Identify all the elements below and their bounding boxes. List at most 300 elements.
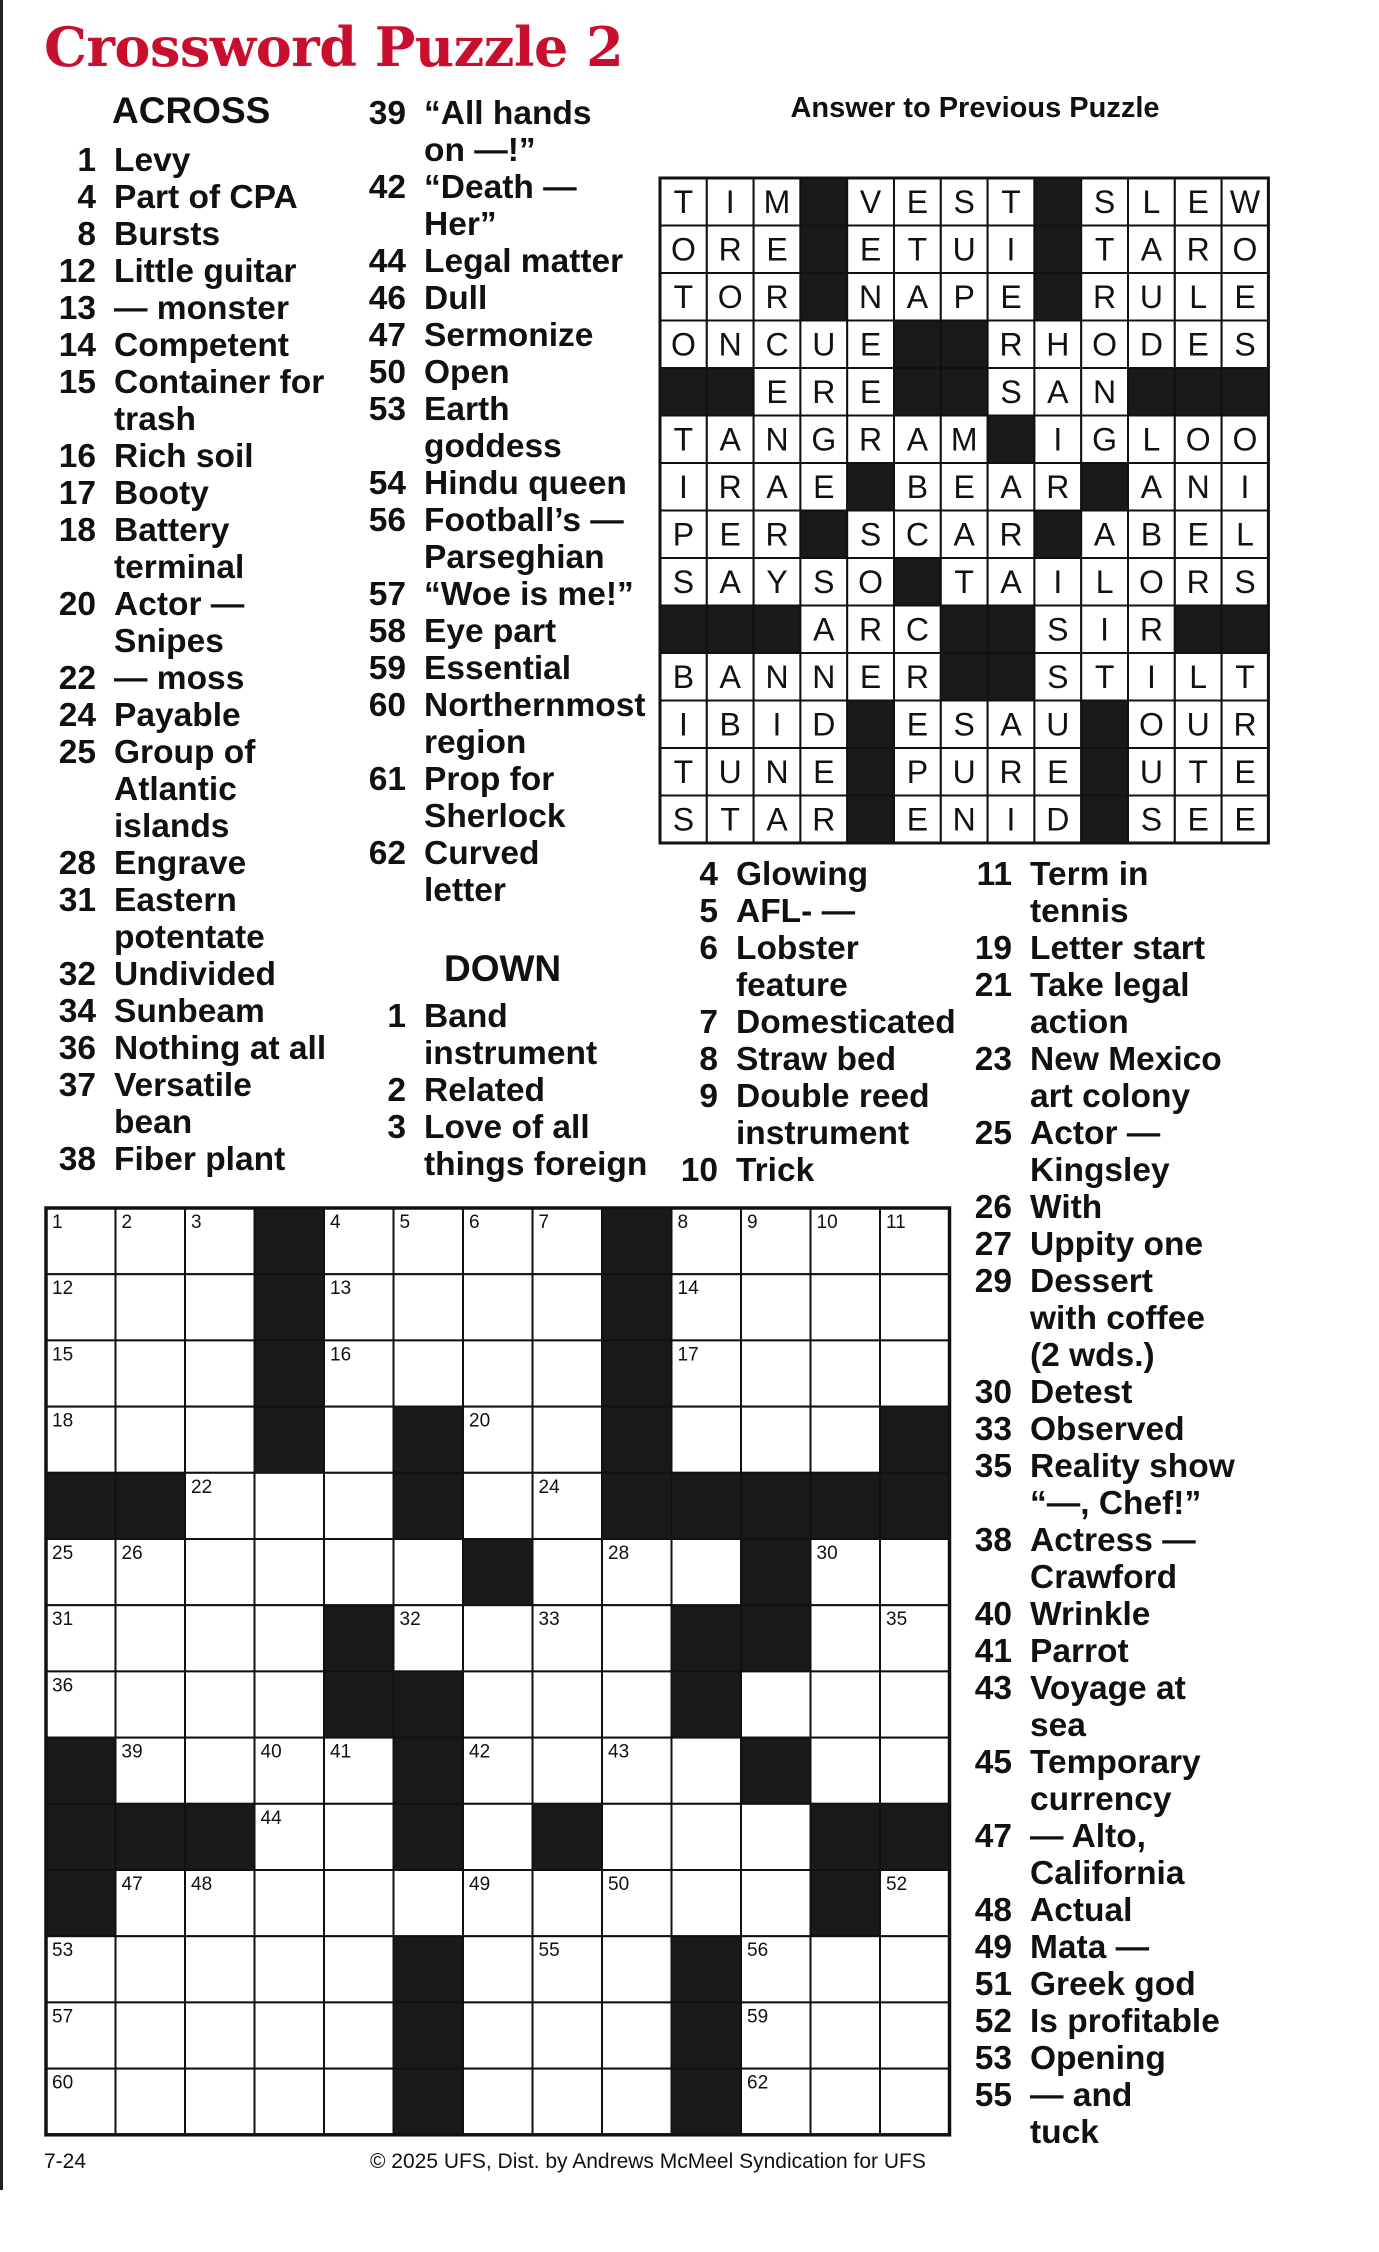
clue-item <box>356 95 656 169</box>
cell-number: 35 <box>886 1609 908 1631</box>
clue-text: Actor — <box>114 586 245 623</box>
clue-item <box>356 280 656 317</box>
answer-letter: U <box>718 753 742 790</box>
clue-number: 23 <box>974 1041 1012 1078</box>
clue-number: 1 <box>77 142 96 179</box>
clue-text: Competent <box>114 327 289 364</box>
answer-black-square <box>894 558 941 606</box>
answer-letter: R <box>1093 278 1117 315</box>
answer-letter: T <box>720 801 740 838</box>
cell-number: 11 <box>886 1212 906 1233</box>
answer-letter: E <box>859 658 882 695</box>
clue-text: With <box>1030 1189 1103 1226</box>
clue-item <box>962 967 1262 1041</box>
clue-item <box>356 243 656 280</box>
clue-item <box>356 354 656 391</box>
answer-letter: N <box>859 278 883 315</box>
clue-number: 3 <box>387 1109 406 1146</box>
clue-number: 41 <box>974 1633 1012 1670</box>
grid-cell[interactable] <box>880 1340 950 1406</box>
grid-cell[interactable] <box>672 1539 742 1605</box>
grid-cell[interactable] <box>880 2069 950 2135</box>
clue-text: — and <box>1030 2077 1133 2114</box>
answer-letter: E <box>906 706 929 743</box>
answer-letter: R <box>999 516 1023 553</box>
clue-text: things foreign <box>424 1146 648 1183</box>
grid-cell[interactable] <box>185 1340 255 1406</box>
grid-cell[interactable] <box>324 1407 394 1473</box>
grid-cell[interactable] <box>741 1274 811 1340</box>
black-square <box>880 1804 950 1870</box>
clue-number: 42 <box>368 169 406 206</box>
grid-cell[interactable] <box>672 1804 742 1870</box>
clue-item <box>356 465 656 502</box>
grid-cell[interactable] <box>185 2002 255 2068</box>
grid-cell[interactable] <box>811 1340 881 1406</box>
grid-cell[interactable] <box>324 1804 394 1870</box>
grid-cell[interactable] <box>463 1671 533 1737</box>
answer-letter: B <box>672 658 695 695</box>
answer-letter: O <box>1232 231 1258 268</box>
clue-number: 16 <box>58 438 96 475</box>
grid-cell[interactable] <box>324 1936 394 2002</box>
answer-black-square <box>1034 226 1081 274</box>
cell-number: 3 <box>191 1212 202 1233</box>
grid-cell[interactable] <box>116 1936 186 2002</box>
clue-item <box>46 734 346 845</box>
black-square <box>602 1208 672 1274</box>
clue-text: Eye part <box>424 613 557 650</box>
clue-item <box>668 1004 968 1041</box>
answer-letter: M <box>950 421 978 458</box>
answer-black-square <box>847 796 894 844</box>
grid-cell[interactable] <box>255 1473 325 1539</box>
clue-number: 31 <box>58 882 96 919</box>
black-square <box>394 1671 464 1737</box>
answer-letter: E <box>1000 278 1022 315</box>
grid-cell[interactable] <box>602 1804 672 1870</box>
cell-number: 20 <box>469 1410 491 1432</box>
clue-text: Hindu queen <box>424 465 627 502</box>
grid-cell[interactable] <box>533 2002 603 2068</box>
clue-number: 49 <box>974 1929 1012 1966</box>
clue-item <box>356 687 656 761</box>
clue-item <box>46 364 346 438</box>
clue-text: Parrot <box>1030 1633 1129 1670</box>
answer-letter: R <box>718 468 742 505</box>
clue-text: Observed <box>1030 1411 1185 1448</box>
clue-item <box>962 1115 1262 1189</box>
clue-number: 47 <box>368 317 406 354</box>
grid-cell[interactable] <box>255 1605 325 1671</box>
clue-text: Parseghian <box>424 539 605 576</box>
answer-black-square <box>894 321 941 369</box>
answer-letter: N <box>765 421 789 458</box>
clue-text: Love of all <box>424 1109 590 1146</box>
grid-cell[interactable] <box>394 1870 464 1936</box>
grid-cell[interactable] <box>324 1473 394 1539</box>
clue-text: Open <box>424 354 510 391</box>
black-square <box>811 1473 881 1539</box>
grid-cell[interactable] <box>185 1671 255 1737</box>
answer-letter: A <box>766 468 788 505</box>
grid-cell[interactable] <box>602 2002 672 2068</box>
answer-letter: O <box>858 563 884 600</box>
grid-cell[interactable] <box>255 1539 325 1605</box>
clue-number: 21 <box>974 967 1012 1004</box>
cell-number: 30 <box>816 1543 838 1564</box>
cell-number: 62 <box>747 2072 769 2094</box>
clue-text: goddess <box>424 428 562 465</box>
grid-cell[interactable] <box>116 1407 186 1473</box>
clue-text: Football’s — <box>424 502 624 539</box>
grid-cell[interactable] <box>463 2002 533 2068</box>
grid-cell[interactable] <box>255 2069 325 2135</box>
grid-cell[interactable] <box>811 1274 881 1340</box>
grid-cell[interactable] <box>116 1274 186 1340</box>
cell-number: 9 <box>747 1212 758 1233</box>
answer-letter: E <box>859 326 882 363</box>
grid-cell[interactable] <box>185 1936 255 2002</box>
grid-cell[interactable] <box>185 1539 255 1605</box>
grid-cell[interactable] <box>255 2002 325 2068</box>
clue-text: region <box>424 724 527 761</box>
clue-item <box>962 1744 1262 1818</box>
cell-number: 42 <box>469 1741 491 1763</box>
clue-item <box>46 327 346 364</box>
grid-cell[interactable] <box>880 2002 950 2068</box>
grid-cell[interactable] <box>533 1340 603 1406</box>
answer-letter: T <box>907 231 928 268</box>
grid-cell[interactable] <box>811 1671 881 1737</box>
grid-cell[interactable] <box>811 1738 881 1804</box>
answer-black-square <box>1128 368 1175 416</box>
answer-black-square <box>660 368 707 416</box>
clue-number: 34 <box>58 993 96 1030</box>
black-square <box>255 1274 325 1340</box>
answer-letter: S <box>953 706 975 743</box>
clue-text: Her” <box>424 206 497 243</box>
answer-black-square <box>847 701 894 749</box>
answer-letter: S <box>1047 658 1069 695</box>
clue-item <box>668 893 968 930</box>
answer-letter: T <box>673 421 694 458</box>
grid-cell[interactable] <box>533 1407 603 1473</box>
answer-letter: R <box>765 516 789 553</box>
clue-text: Undivided <box>114 956 276 993</box>
grid-cell[interactable] <box>672 1738 742 1804</box>
clue-text: Wrinkle <box>1030 1596 1151 1633</box>
grid-cell[interactable] <box>394 1539 464 1605</box>
answer-letter: U <box>1186 706 1210 743</box>
grid-cell[interactable] <box>185 1605 255 1671</box>
black-square <box>46 1870 116 1936</box>
grid-cell[interactable] <box>741 1804 811 1870</box>
answer-black-square <box>1081 796 1128 844</box>
clue-number: 38 <box>58 1141 96 1178</box>
clue-number: 4 <box>77 179 96 216</box>
left-margin-rule <box>0 0 3 2190</box>
clue-text: Northernmost <box>424 687 646 724</box>
cell-number: 59 <box>747 2006 769 2028</box>
black-square <box>116 1804 186 1870</box>
grid-cell[interactable] <box>533 1870 603 1936</box>
clue-item <box>962 1411 1262 1448</box>
answer-letter: E <box>1187 801 1209 838</box>
answer-black-square <box>1034 178 1081 226</box>
clue-text: AFL- — <box>736 893 856 930</box>
grid-cell[interactable] <box>533 1671 603 1737</box>
answer-letter: N <box>812 658 836 695</box>
clue-text: Actual <box>1030 1892 1133 1929</box>
clue-number: 1 <box>387 998 406 1035</box>
clue-text: Term in <box>1030 856 1149 893</box>
cell-number: 60 <box>52 2072 74 2094</box>
grid-cell[interactable] <box>116 1671 186 1737</box>
grid-cell[interactable] <box>255 1870 325 1936</box>
clue-text: with coffee <box>1030 1300 1205 1337</box>
grid-cell[interactable] <box>880 1936 950 2002</box>
clue-number: 11 <box>976 856 1012 893</box>
cell-number: 57 <box>52 2006 74 2028</box>
grid-cell[interactable] <box>463 1340 533 1406</box>
clue-number: 37 <box>58 1067 96 1104</box>
grid-cell[interactable] <box>741 1671 811 1737</box>
grid-cell[interactable] <box>185 1274 255 1340</box>
clue-number: 58 <box>368 613 406 650</box>
answer-letter: E <box>719 516 741 553</box>
down-clues-column-2 <box>668 856 968 1189</box>
black-square <box>602 1340 672 1406</box>
grid-cell[interactable] <box>672 1407 742 1473</box>
answer-black-square <box>660 606 707 654</box>
grid-cell[interactable] <box>255 1671 325 1737</box>
answer-letter: R <box>812 373 836 410</box>
grid-cell[interactable] <box>185 1407 255 1473</box>
crossword-grid[interactable] <box>44 1206 964 2144</box>
clue-text: Trick <box>736 1152 815 1189</box>
clue-item <box>46 845 346 882</box>
answer-letter: S <box>1047 611 1069 648</box>
answer-letter: O <box>670 326 696 363</box>
grid-cell[interactable] <box>463 1473 533 1539</box>
grid-cell[interactable] <box>116 1340 186 1406</box>
grid-cell[interactable] <box>324 2002 394 2068</box>
answer-letter: R <box>1139 611 1163 648</box>
clue-number: 44 <box>368 243 406 280</box>
cell-number: 41 <box>330 1741 352 1763</box>
clue-text: Actress — <box>1030 1522 1196 1559</box>
clue-item <box>46 660 346 697</box>
clue-text: instrument <box>424 1035 598 1072</box>
cell-number: 32 <box>399 1609 421 1631</box>
answer-letter: L <box>1142 421 1161 458</box>
answer-black-square <box>1081 701 1128 749</box>
clue-item <box>356 761 656 835</box>
clue-text: Crawford <box>1030 1559 1178 1596</box>
clue-text: Engrave <box>114 845 247 882</box>
answer-letter: O <box>1138 563 1164 600</box>
cell-number: 14 <box>677 1278 699 1300</box>
grid-cell[interactable] <box>185 2069 255 2135</box>
grid-cell[interactable] <box>463 1274 533 1340</box>
clue-number: 55 <box>974 2077 1012 2114</box>
grid-cell[interactable] <box>533 1738 603 1804</box>
grid-cell[interactable] <box>811 1605 881 1671</box>
grid-cell[interactable] <box>741 1870 811 1936</box>
clue-text: Uppity one <box>1030 1226 1204 1263</box>
clue-text: Battery <box>114 512 230 549</box>
clue-text: trash <box>114 401 196 438</box>
clue-text: Rich soil <box>114 438 254 475</box>
clue-number: 29 <box>974 1263 1012 1300</box>
cell-number: 39 <box>121 1741 143 1763</box>
grid-cell[interactable] <box>880 1671 950 1737</box>
cell-number: 48 <box>191 1874 213 1895</box>
grid-cell[interactable] <box>463 1804 533 1870</box>
cell-number: 28 <box>608 1543 630 1564</box>
clue-number: 13 <box>58 290 96 327</box>
grid-cell[interactable] <box>116 1605 186 1671</box>
clue-number: 28 <box>58 845 96 882</box>
answer-letter: U <box>1046 706 1070 743</box>
grid-cell[interactable] <box>602 1936 672 2002</box>
clue-text: tennis <box>1030 893 1129 930</box>
clue-number: 50 <box>368 354 406 391</box>
answer-black-square <box>941 606 988 654</box>
cell-number: 18 <box>52 1410 74 1432</box>
grid-cell[interactable] <box>741 1407 811 1473</box>
clue-text: Letter start <box>1030 930 1205 967</box>
cell-number: 8 <box>677 1212 689 1233</box>
clue-item <box>356 391 656 465</box>
clue-item <box>356 576 656 613</box>
answer-black-square <box>847 463 894 511</box>
answer-letter: A <box>953 516 975 553</box>
grid-cell[interactable] <box>672 1870 742 1936</box>
answer-letter: E <box>1187 183 1209 220</box>
grid-cell[interactable] <box>463 1936 533 2002</box>
answer-letter: E <box>906 183 929 220</box>
answer-letter: S <box>859 516 882 553</box>
grid-cell[interactable] <box>394 1340 464 1406</box>
answer-letter: N <box>1093 373 1117 410</box>
grid-cell[interactable] <box>741 1340 811 1406</box>
answer-letter: C <box>905 516 929 553</box>
clue-item <box>962 1374 1262 1411</box>
answer-letter: E <box>1047 753 1069 790</box>
grid-cell[interactable] <box>463 1605 533 1671</box>
cell-number: 15 <box>52 1344 74 1366</box>
grid-cell[interactable] <box>116 2002 186 2068</box>
answer-letter: I <box>1006 801 1016 838</box>
clue-number: 15 <box>58 364 96 401</box>
answer-letter: O <box>1138 706 1164 743</box>
answer-letter: E <box>766 373 788 410</box>
answer-letter: A <box>1000 706 1022 743</box>
clue-number: 60 <box>368 687 406 724</box>
answer-black-square <box>941 653 988 701</box>
clue-item <box>46 475 346 512</box>
answer-letter: T <box>1094 231 1115 268</box>
grid-cell[interactable] <box>602 1605 672 1671</box>
grid-cell[interactable] <box>533 2069 603 2135</box>
clue-item <box>356 998 666 1072</box>
cell-number: 22 <box>191 1476 213 1498</box>
answer-letter: P <box>953 278 975 315</box>
grid-cell[interactable] <box>116 2069 186 2135</box>
answer-black-square <box>1222 606 1269 654</box>
grid-cell[interactable] <box>463 2069 533 2135</box>
clue-text: Mata — <box>1030 1929 1150 1966</box>
clue-number: 40 <box>974 1596 1012 1633</box>
clue-number: 26 <box>974 1189 1012 1226</box>
clue-number: 39 <box>368 95 406 132</box>
clue-text: Reality show <box>1030 1448 1235 1485</box>
black-square <box>602 1407 672 1473</box>
clue-number: 9 <box>699 1078 718 1115</box>
grid-cell[interactable] <box>602 2069 672 2135</box>
answer-letter: A <box>719 421 741 458</box>
grid-cell[interactable] <box>324 2069 394 2135</box>
clue-text: Group of <box>114 734 256 771</box>
cell-number: 2 <box>121 1212 133 1233</box>
grid-cell[interactable] <box>324 1870 394 1936</box>
grid-cell[interactable] <box>811 2002 881 2068</box>
clue-number: 53 <box>368 391 406 428</box>
grid-cell[interactable] <box>602 1671 672 1737</box>
clue-number: 8 <box>699 1041 718 1078</box>
clue-item <box>962 1596 1262 1633</box>
clue-item <box>962 1818 1262 1892</box>
grid-cell[interactable] <box>811 1407 881 1473</box>
answer-letter: N <box>765 658 789 695</box>
clue-number: 33 <box>974 1411 1012 1448</box>
cell-number: 47 <box>121 1874 143 1895</box>
clue-text: Nothing at all <box>114 1030 327 1067</box>
copyright-notice: © 2025 UFS, Dist. by Andrews McMeel Syndication for UFS <box>370 2150 926 2173</box>
grid-cell[interactable] <box>880 1539 950 1605</box>
grid-cell[interactable] <box>533 1274 603 1340</box>
black-square <box>811 1870 881 1936</box>
clue-text: Straw bed <box>736 1041 897 1078</box>
grid-cell[interactable] <box>811 1936 881 2002</box>
clue-number: 51 <box>974 1966 1012 2003</box>
clue-text: Part of CPA <box>114 179 298 216</box>
clue-number: 57 <box>368 576 406 613</box>
grid-cell[interactable] <box>880 1274 950 1340</box>
grid-cell[interactable] <box>811 2069 881 2135</box>
grid-cell[interactable] <box>880 1738 950 1804</box>
grid-cell[interactable] <box>255 1936 325 2002</box>
answer-letter: E <box>1234 753 1256 790</box>
answer-letter: O <box>1232 421 1258 458</box>
grid-cell[interactable] <box>185 1738 255 1804</box>
grid-cell[interactable] <box>394 1274 464 1340</box>
black-square <box>533 1804 603 1870</box>
clue-number: 47 <box>974 1818 1012 1855</box>
clue-text: islands <box>114 808 230 845</box>
grid-cell[interactable] <box>324 1539 394 1605</box>
grid-cell[interactable] <box>533 1539 603 1605</box>
answer-letter: L <box>1142 183 1161 220</box>
answer-letter: I <box>1006 231 1016 268</box>
answer-letter: I <box>1053 421 1063 458</box>
answer-letter: O <box>670 231 696 268</box>
clue-number: 22 <box>58 660 96 697</box>
clue-text: Atlantic <box>114 771 237 808</box>
clue-text: Snipes <box>114 623 224 660</box>
